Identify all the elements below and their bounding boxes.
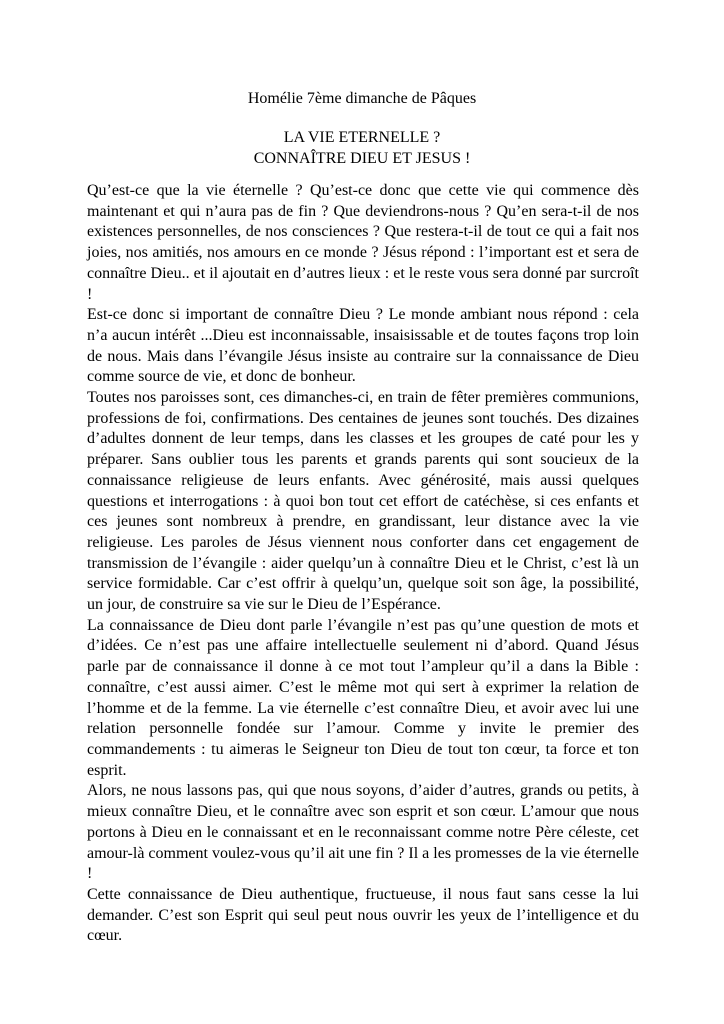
document-title-line-2: CONNAÎTRE DIEU ET JESUS !: [253, 150, 471, 167]
paragraph-1: Qu’est-ce que la vie éternelle ? Qu’est-ce donc que cette vie qui commence dès maintenant et qui n’aura pas de fin ? Que deviendrons-nous ? Qu’en sera-t-il de nos existences personnelles, de nos consciences ? Que restera-t-il de tout ce qui a fait nos joies, nos amitiés, nos amours en ce monde ? Jésus répond : l’important est et sera de connaître Dieu.. et il ajoutait en d’autres lieux : et le reste vous sera donné par surcroît !: [87, 182, 639, 303]
document-body: [87, 181, 639, 947]
paragraph-6: Cette connaissance de Dieu authentique, fructueuse, il nous faut sans cesse la lui demander. C’est son Esprit qui seul peut nous ouvrir les yeux de l’intelligence et du cœur.: [87, 885, 639, 945]
paragraph-4: La connaissance de Dieu dont parle l’évangile n’est pas qu’une question de mots et d’idées. Ce n’est pas une affaire intellectuelle seulement ni d’abord. Quand Jésus parle par de connaissance il donne à ce mot tout l’ampleur qu’il a dans la Bible : connaître, c’est aussi aimer. C’est le même mot qui sert à exprimer la relation de l’homme et de la femme. La vie éternelle c’est connaître Dieu, et avoir avec lui une relation personnelle fondée sur l’amour. Comme y invite le premier des commandements : tu aimeras le Seigneur ton Dieu de tout ton cœur, ta force et ton esprit.: [87, 616, 639, 779]
paragraph-3: Toutes nos paroisses sont, ces dimanches-ci, en train de fêter premières communions, professions de foi, confirmations. Des centaines de jeunes sont touchés. Des dizaines d’adultes donnent de leur temps, dans les classes et les groupes de caté pour les y préparer. Sans oublier tous les parents et grands parents qui sont soucieux de la connaissance religieuse de leurs enfants. Avec générosité, mais aussi quelques questions et interrogations : à quoi bon tout cet effort de catéchèse, si ces enfants et ces jeunes sont nombreux à prendre, en grandissant, leur distance avec la vie religieuse. Les paroles de Jésus viennent nous conforter dans cet engagement de transmission de l’évangile : aider quelqu’un à connaître Dieu et le Christ, c’est là un service formidable. Car c’est offrir à quelqu’un, quelque soit son âge, la possibilité, un jour, de construire sa vie sur le Dieu de l’Espérance.: [87, 389, 639, 614]
document-title-line-1: LA VIE ETERNELLE ?: [283, 129, 441, 146]
paragraph-2: Est-ce donc si important de connaître Dieu ? Le monde ambiant nous répond : cela n’a aucun intérêt ...Dieu est inconnaissable, insaisissable et de toutes façons trop loin de nous. Mais dans l’évangile Jésus insiste au contraire sur la connaissance de Dieu comme source de vie, et donc de bonheur.: [87, 306, 639, 386]
paragraph-5: Alors, ne nous lassons pas, qui que nous soyons, d’aider d’autres, grands ou petits, à mieux connaître Dieu, et le connaître avec son esprit et son cœur. L’amour que nous portons à Dieu en le connaissant et en le reconnaissant comme notre Père céleste, cet amour-là comment voulez-vous qu’il ait une fin ? Il a les promesses de la vie éternelle !: [87, 782, 639, 883]
document-subtitle: Homélie 7ème dimanche de Pâques: [247, 90, 477, 107]
